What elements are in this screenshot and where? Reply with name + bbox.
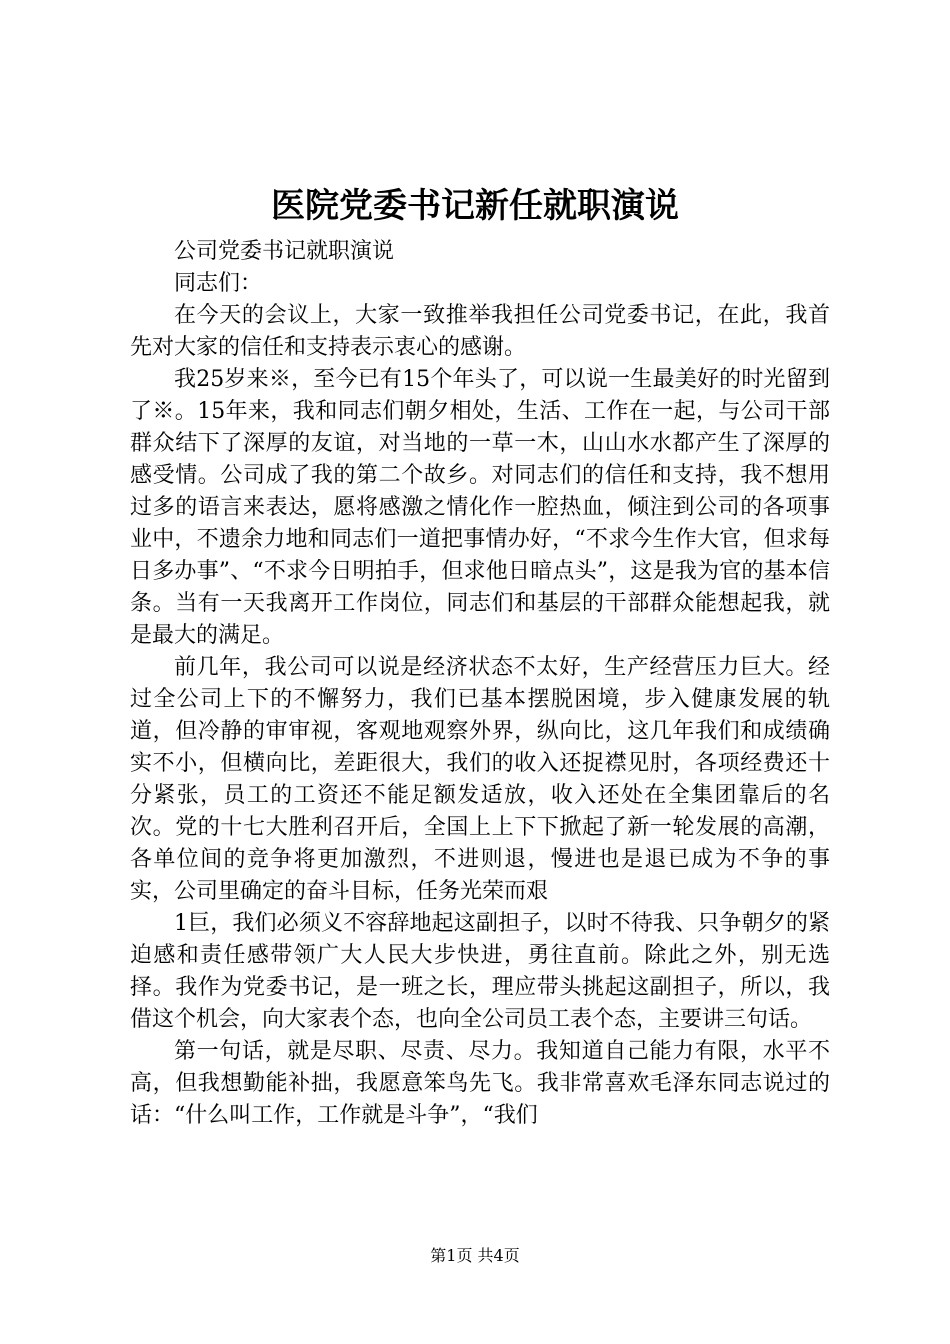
body-paragraph: 1巨，我们必须义不容辞地起这副担子，以时不待我、只争朝夕的紧迫感和责任感带领广大人民大步快进，勇往直前。除此之外，别无选择。我作为党委书记，是一班之长，理应带头挑起这副担子，所以，我借这个机会，向大家表个态，也向全公司员工表个态，主要讲三句话。 [130, 911, 830, 1032]
document-body [130, 236, 830, 1132]
body-paragraph: 我25岁来※，至今已有15个年头了，可以说一生最美好的时光留到了※。15年来，我和同志们朝夕相处，生活、工作在一起，与公司干部群众结下了深厚的友谊，对当地的一草一木，山山水水都产生了深厚的感受情。公司成了我的第二个故乡。对同志们的信任和支持，我不想用过多的语言来表达，愿将感激之情化作一腔热血，倾注到公司的各项事业中，不遗余力地和同志们一道把事情办好，“不求今生作大官，但求每日多办事”、“不求今日明拍手，但求他日暗点头”，这是我为官的基本信条。当有一天我离开工作岗位，同志们和基层的干部群众能想起我，就是最大的满足。 [130, 367, 830, 648]
page-number-footer: 第1页 共4页 [430, 1246, 520, 1265]
body-paragraph: 第一句话，就是尽职、尽责、尽力。我知道自己能力有限，水平不高，但我想勤能补拙，我愿意笨鸟先飞。我非常喜欢毛泽东同志说过的话：“什么叫工作，工作就是斗争”，“我们 [130, 1039, 830, 1128]
document-title: 医院党委书记新任就职演说 [271, 186, 679, 226]
body-paragraph: 在今天的会议上，大家一致推举我担任公司党委书记，在此，我首先对大家的信任和支持表示衷心的感谢。 [130, 303, 830, 360]
body-paragraph: 前几年，我公司可以说是经济状态不太好，生产经营压力巨大。经过全公司上下的不懈努力，我们已基本摆脱困境，步入健康发展的轨道，但冷静的审审视，客观地观察外界，纵向比，这几年我们和成绩确实不小，但横向比，差距很大，我们的收入还捉襟见肘，各项经费还十分紧张，员工的工资还不能足额发适放，收入还处在全集团靠后的名次。党的十七大胜利召开后，全国上上下下掀起了新一轮发展的高潮，各单位间的竞争将更加激烈，不进则退，慢进也是退已成为不争的事实，公司里确定的奋斗目标，任务光荣而艰 [130, 655, 830, 904]
salutation-paragraph: 同志们： [174, 271, 263, 296]
subtitle-paragraph: 公司党委书记就职演说 [174, 239, 395, 264]
